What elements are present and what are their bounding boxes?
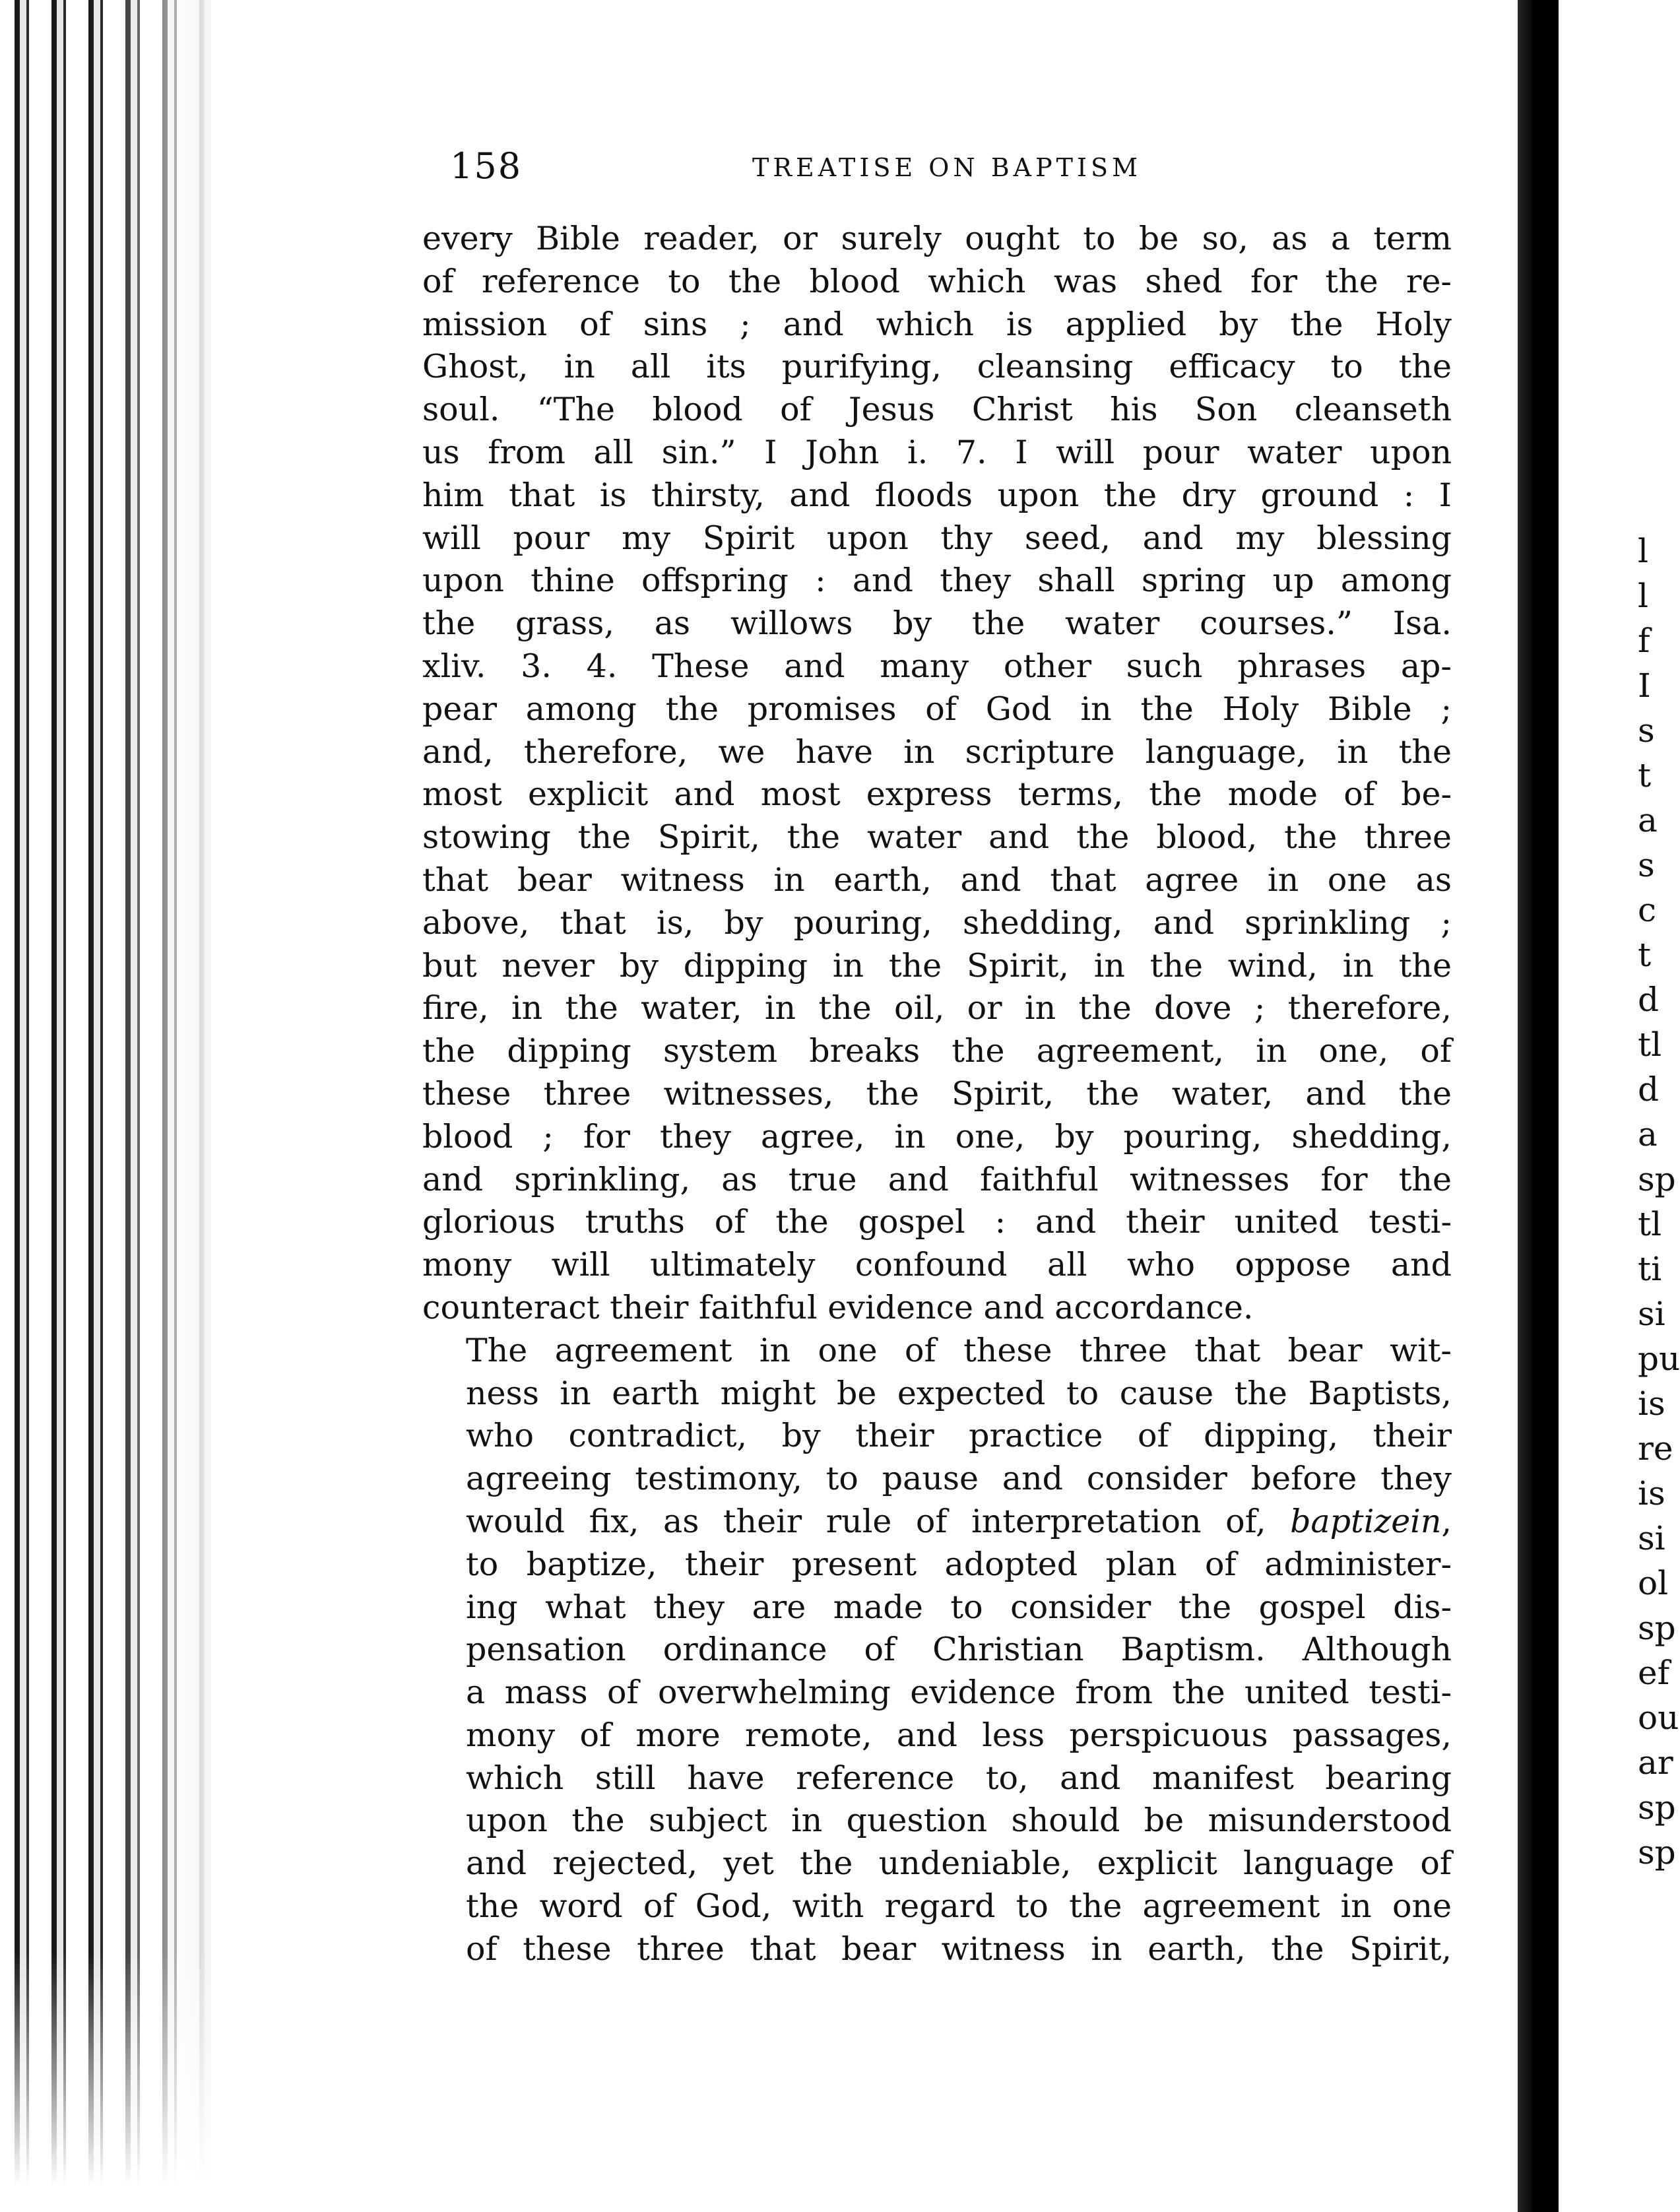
text-line: pensation ordinance of Christian Baptism. Although: [466, 1631, 1452, 1669]
facing-page-fragment: t: [1638, 936, 1652, 974]
text-line: and, therefore, we have in scripture language, in the: [422, 732, 1452, 771]
text-line: and rejected, yet the undeniable, explicit language of: [466, 1844, 1452, 1883]
facing-page-fragment: si: [1638, 1519, 1665, 1557]
facing-page-fragment: c: [1638, 891, 1657, 929]
text-line: upon the subject in question should be misunderstood: [466, 1802, 1452, 1840]
facing-page-fragment: tl: [1638, 1025, 1662, 1064]
facing-page-fragment: sp: [1638, 1609, 1676, 1647]
facing-page-fragment: ti: [1638, 1250, 1662, 1288]
facing-page-fragment: si: [1638, 1295, 1665, 1333]
facing-page-fragment: l: [1638, 532, 1648, 570]
facing-page-fragment: a: [1638, 801, 1658, 839]
text-line: glorious truths of the gospel : and their united testi-: [422, 1203, 1452, 1241]
text-line: above, that is, by pouring, shedding, and sprinkling ;: [422, 903, 1452, 942]
text-line: [422, 1501, 1452, 1544]
facing-page-fragment: re: [1638, 1429, 1673, 1468]
paragraph: [422, 1330, 1452, 1971]
text-line: upon thine offspring : and they shall spring up among: [422, 562, 1452, 600]
running-title: TREATISE ON BAPTISM: [752, 153, 1142, 182]
text-line: The agreement in one of these three that bear wit-: [466, 1331, 1452, 1369]
page-gutter: [1518, 0, 1559, 2212]
facing-page-fragment: ol: [1638, 1564, 1669, 1602]
text-line: that bear witness in earth, and that agree in one as: [422, 861, 1452, 899]
italic-greek-term: baptizein: [1290, 1502, 1442, 1540]
text-line: the grass, as willows by the water courses.” Isa.: [422, 604, 1452, 643]
text-line: fire, in the water, in the oil, or in the dove ; therefore,: [422, 989, 1452, 1027]
text-line: to baptize, their present adopted plan of administer-: [466, 1545, 1452, 1583]
text-line: the dipping system breaks the agreement, in one, of: [422, 1032, 1452, 1070]
facing-page-fragment: s: [1638, 711, 1655, 750]
text-line: every Bible reader, or surely ought to be so, as a term: [422, 220, 1452, 257]
facing-page-fragment: l: [1638, 577, 1648, 615]
facing-page-fragment: tl: [1638, 1205, 1662, 1243]
facing-page-fragment: is: [1638, 1474, 1665, 1513]
text-line: us from all sin.” I John i. 7. I will pour water upon: [422, 433, 1452, 471]
facing-page-fragment: sp: [1638, 1833, 1676, 1871]
text-line: pear among the promises of God in the Holy Bible ;: [422, 690, 1452, 728]
body-text: [422, 218, 1452, 1971]
text-line: Ghost, in all its purifying, cleansing efficacy to the: [422, 348, 1452, 386]
text-line: agreeing testimony, to pause and consider before they: [466, 1460, 1452, 1498]
text-line: blood ; for they agree, in one, by pouring, shedding,: [422, 1117, 1452, 1155]
text-line: soul. “The blood of Jesus Christ his Son cleanseth: [422, 391, 1452, 429]
text-line: counteract their faithful evidence and accordance.: [422, 1288, 1254, 1326]
facing-page-fragment: sp: [1638, 1788, 1676, 1827]
text-line: will pour my Spirit upon thy seed, and my blessing: [422, 519, 1452, 557]
paragraph: [422, 218, 1452, 1330]
text-line: and sprinkling, as true and faithful witnesses for the: [422, 1160, 1452, 1198]
facing-page-fragment: d: [1638, 981, 1660, 1019]
text-line: ness in earth might be expected to cause the Baptists,: [466, 1374, 1452, 1412]
text-run: ,: [1441, 1502, 1452, 1540]
text-line: which still have reference to, and manifest bearing: [466, 1759, 1452, 1797]
text-line: ing what they are made to consider the gospel dis-: [466, 1588, 1452, 1626]
facing-page-fragment: is: [1638, 1384, 1665, 1423]
facing-page-fragment: pu: [1638, 1340, 1680, 1378]
text-line: xliv. 3. 4. These and many other such phrases ap-: [422, 647, 1452, 685]
text-line: of these three that bear witness in earth, the Spirit,: [466, 1930, 1452, 1968]
text-line: mony will ultimately confound all who oppose and: [422, 1246, 1452, 1284]
text-line: him that is thirsty, and floods upon the dry ground : I: [422, 476, 1452, 514]
text-line: most explicit and most express terms, the mode of be-: [422, 775, 1452, 814]
facing-page-fragment: ef: [1638, 1654, 1670, 1692]
facing-page-fragment: a: [1638, 1115, 1658, 1154]
page-edge-shading: [106, 0, 211, 2212]
book-page: [422, 145, 1452, 1993]
text-line: who contradict, by their practice of dipping, their: [466, 1417, 1452, 1455]
text-line: these three witnesses, the Spirit, the water, and the: [422, 1074, 1452, 1113]
facing-page-fragment: I: [1638, 667, 1651, 705]
facing-page-fragment: s: [1638, 846, 1655, 884]
facing-page-edge: [1559, 0, 1680, 2212]
text-line: mission of sins ; and which is applied by the Holy: [422, 305, 1452, 343]
text-run: would fix, as their rule of interpretation of,: [466, 1502, 1291, 1540]
facing-page-fragment: f: [1638, 622, 1650, 660]
facing-page-fragment: t: [1638, 756, 1652, 795]
text-line: but never by dipping in the Spirit, in the wind, in the: [422, 946, 1452, 985]
running-head: [422, 145, 1452, 198]
page-number: 158: [450, 145, 523, 187]
text-line: stowing the Spirit, the water and the blood, the three: [422, 818, 1452, 857]
text-line: a mass of overwhelming evidence from the united testi-: [466, 1674, 1452, 1712]
facing-page-fragment: d: [1638, 1070, 1660, 1109]
text-line: the word of God, with regard to the agreement in one: [466, 1887, 1452, 1926]
facing-page-fragment: ar: [1638, 1743, 1673, 1782]
facing-page-fragment: ou: [1638, 1699, 1679, 1737]
page-edge-bottom-fade: [0, 1953, 211, 2212]
facing-page-fragment: sp: [1638, 1160, 1676, 1198]
text-line: of reference to the blood which was shed for the re-: [422, 262, 1452, 300]
text-line: mony of more remote, and less perspicuous passages,: [466, 1716, 1452, 1754]
